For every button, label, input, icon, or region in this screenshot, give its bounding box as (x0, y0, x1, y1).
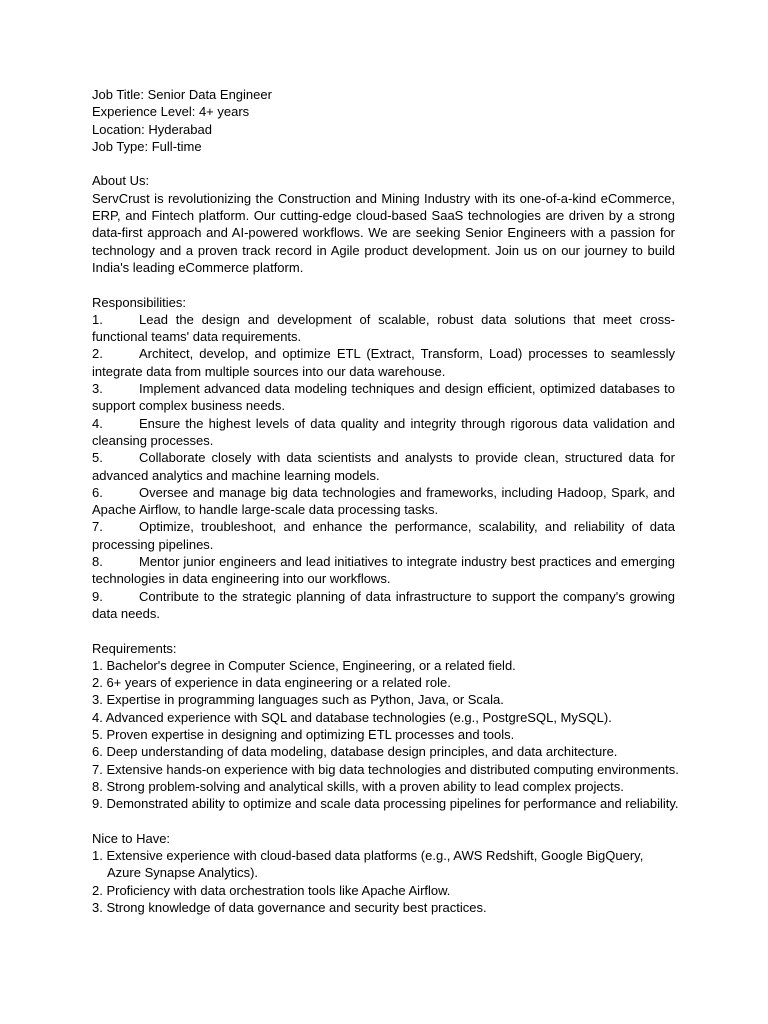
responsibility-text: Ensure the highest levels of data quality and integrity through rigorous data validation and cleansing processes. (92, 415, 675, 448)
list-number: 2. (92, 346, 103, 362)
spacer (92, 622, 675, 639)
nice-to-have-item: 3. Strong knowledge of data governance and security best practices. (92, 899, 487, 915)
spacer (92, 276, 675, 293)
spacer (92, 155, 675, 172)
responsibility-item (92, 484, 675, 519)
list-number: 4. (92, 415, 103, 431)
requirements-heading: Requirements: (92, 640, 177, 656)
responsibilities-heading: Responsibilities: (92, 294, 186, 310)
responsibility-item (92, 449, 675, 484)
responsibility-text: Mentor junior engineers and lead initiatives to integrate industry best practices and emerging technologies in data engineering into our workflows. (92, 554, 675, 587)
responsibility-item (92, 380, 675, 415)
responsibility-item (92, 588, 675, 623)
job-title: Job Title: Senior Data Engineer (92, 87, 272, 102)
about-text: ServCrust is revolutionizing the Construction and Mining Industry with its one-of-a-kind eCommerce, ERP, and Fintech platform. Our cutting-edge cloud-based SaaS technologies are driven by a strong data-first approach and AI-powered workflows. We are seeking Senior Engineers with a passion for technology and a proven track record in Agile product development. Join us on our journey to build India's leading eCommerce platform. (92, 190, 675, 275)
requirement-item: 1. Bachelor's degree in Computer Science, Engineering, or a related field. (92, 657, 516, 673)
responsibility-text: Contribute to the strategic planning of data infrastructure to support the company's growing data needs. (92, 588, 675, 621)
responsibility-text: Lead the design and development of scalable, robust data solutions that meet cross-functional teams' data requirements. (92, 311, 675, 345)
responsibility-item (92, 345, 675, 380)
list-number: 8. (92, 554, 103, 570)
responsibility-text: Oversee and manage big data technologies and frameworks, including Hadoop, Spark, and Apache Airflow, to handle large-scale data processing tasks. (92, 484, 675, 518)
requirement-item: 3. Expertise in programming languages such as Python, Java, or Scala. (92, 692, 504, 708)
nice-to-have-item: 1. Extensive experience with cloud-based data platforms (e.g., AWS Redshift, Google BigQuery, Azure Synapse Analytics). (92, 848, 644, 881)
list-number: 3. (92, 381, 103, 397)
responsibility-text: Collaborate closely with data scientists and analysts to provide clean, structured data for advanced analytics and machine learning models. (92, 450, 675, 483)
list-number: 6. (92, 484, 103, 500)
requirement-item: 8. Strong problem-solving and analytical skills, with a proven ability to lead complex projects. (92, 778, 624, 794)
responsibility-text: Architect, develop, and optimize ETL (Extract, Transform, Load) processes to seamlessly integrate data from multiple sources into our data warehouse. (92, 346, 675, 379)
requirement-item: 4. Advanced experience with SQL and database technologies (e.g., PostgreSQL, MySQL). (92, 709, 612, 725)
list-number: 7. (92, 519, 103, 535)
list-number: 1. (92, 311, 103, 327)
requirement-item: 5. Proven expertise in designing and optimizing ETL processes and tools. (92, 726, 515, 742)
experience-level: Experience Level: 4+ years (92, 104, 250, 120)
requirement-item: 2. 6+ years of experience in data engineering or a related role. (92, 675, 451, 691)
requirement-item: 7. Extensive hands-on experience with big data technologies and distributed computing environments. (92, 761, 679, 777)
nice-to-have-item: 2. Proficiency with data orchestration tools like Apache Airflow. (92, 882, 451, 898)
responsibility-item (92, 415, 675, 450)
responsibility-text: Implement advanced data modeling techniques and design efficient, optimized databases to support complex business needs. (92, 381, 675, 414)
location: Location: Hyderabad (92, 121, 212, 137)
nice-to-have-list (92, 847, 675, 916)
responsibilities-list (92, 311, 675, 622)
list-number: 5. (92, 450, 103, 466)
responsibility-item (92, 553, 675, 588)
job-description-document (92, 86, 679, 916)
responsibility-item (92, 518, 675, 553)
about-heading: About Us: (92, 173, 150, 189)
list-number: 9. (92, 588, 103, 604)
requirement-item: 6. Deep understanding of data modeling, database design principles, and data architecture. (92, 744, 618, 760)
responsibility-text: Optimize, troubleshoot, and enhance the performance, scalability, and reliability of data processing pipelines. (92, 519, 675, 552)
responsibility-item (92, 311, 675, 346)
requirements-list (92, 657, 679, 813)
job-type: Job Type: Full-time (92, 138, 202, 154)
requirement-item: 9. Demonstrated ability to optimize and scale data processing pipelines for performance and reliability. (92, 796, 679, 812)
nice-to-have-heading: Nice to Have: (92, 830, 171, 846)
spacer (92, 812, 675, 829)
